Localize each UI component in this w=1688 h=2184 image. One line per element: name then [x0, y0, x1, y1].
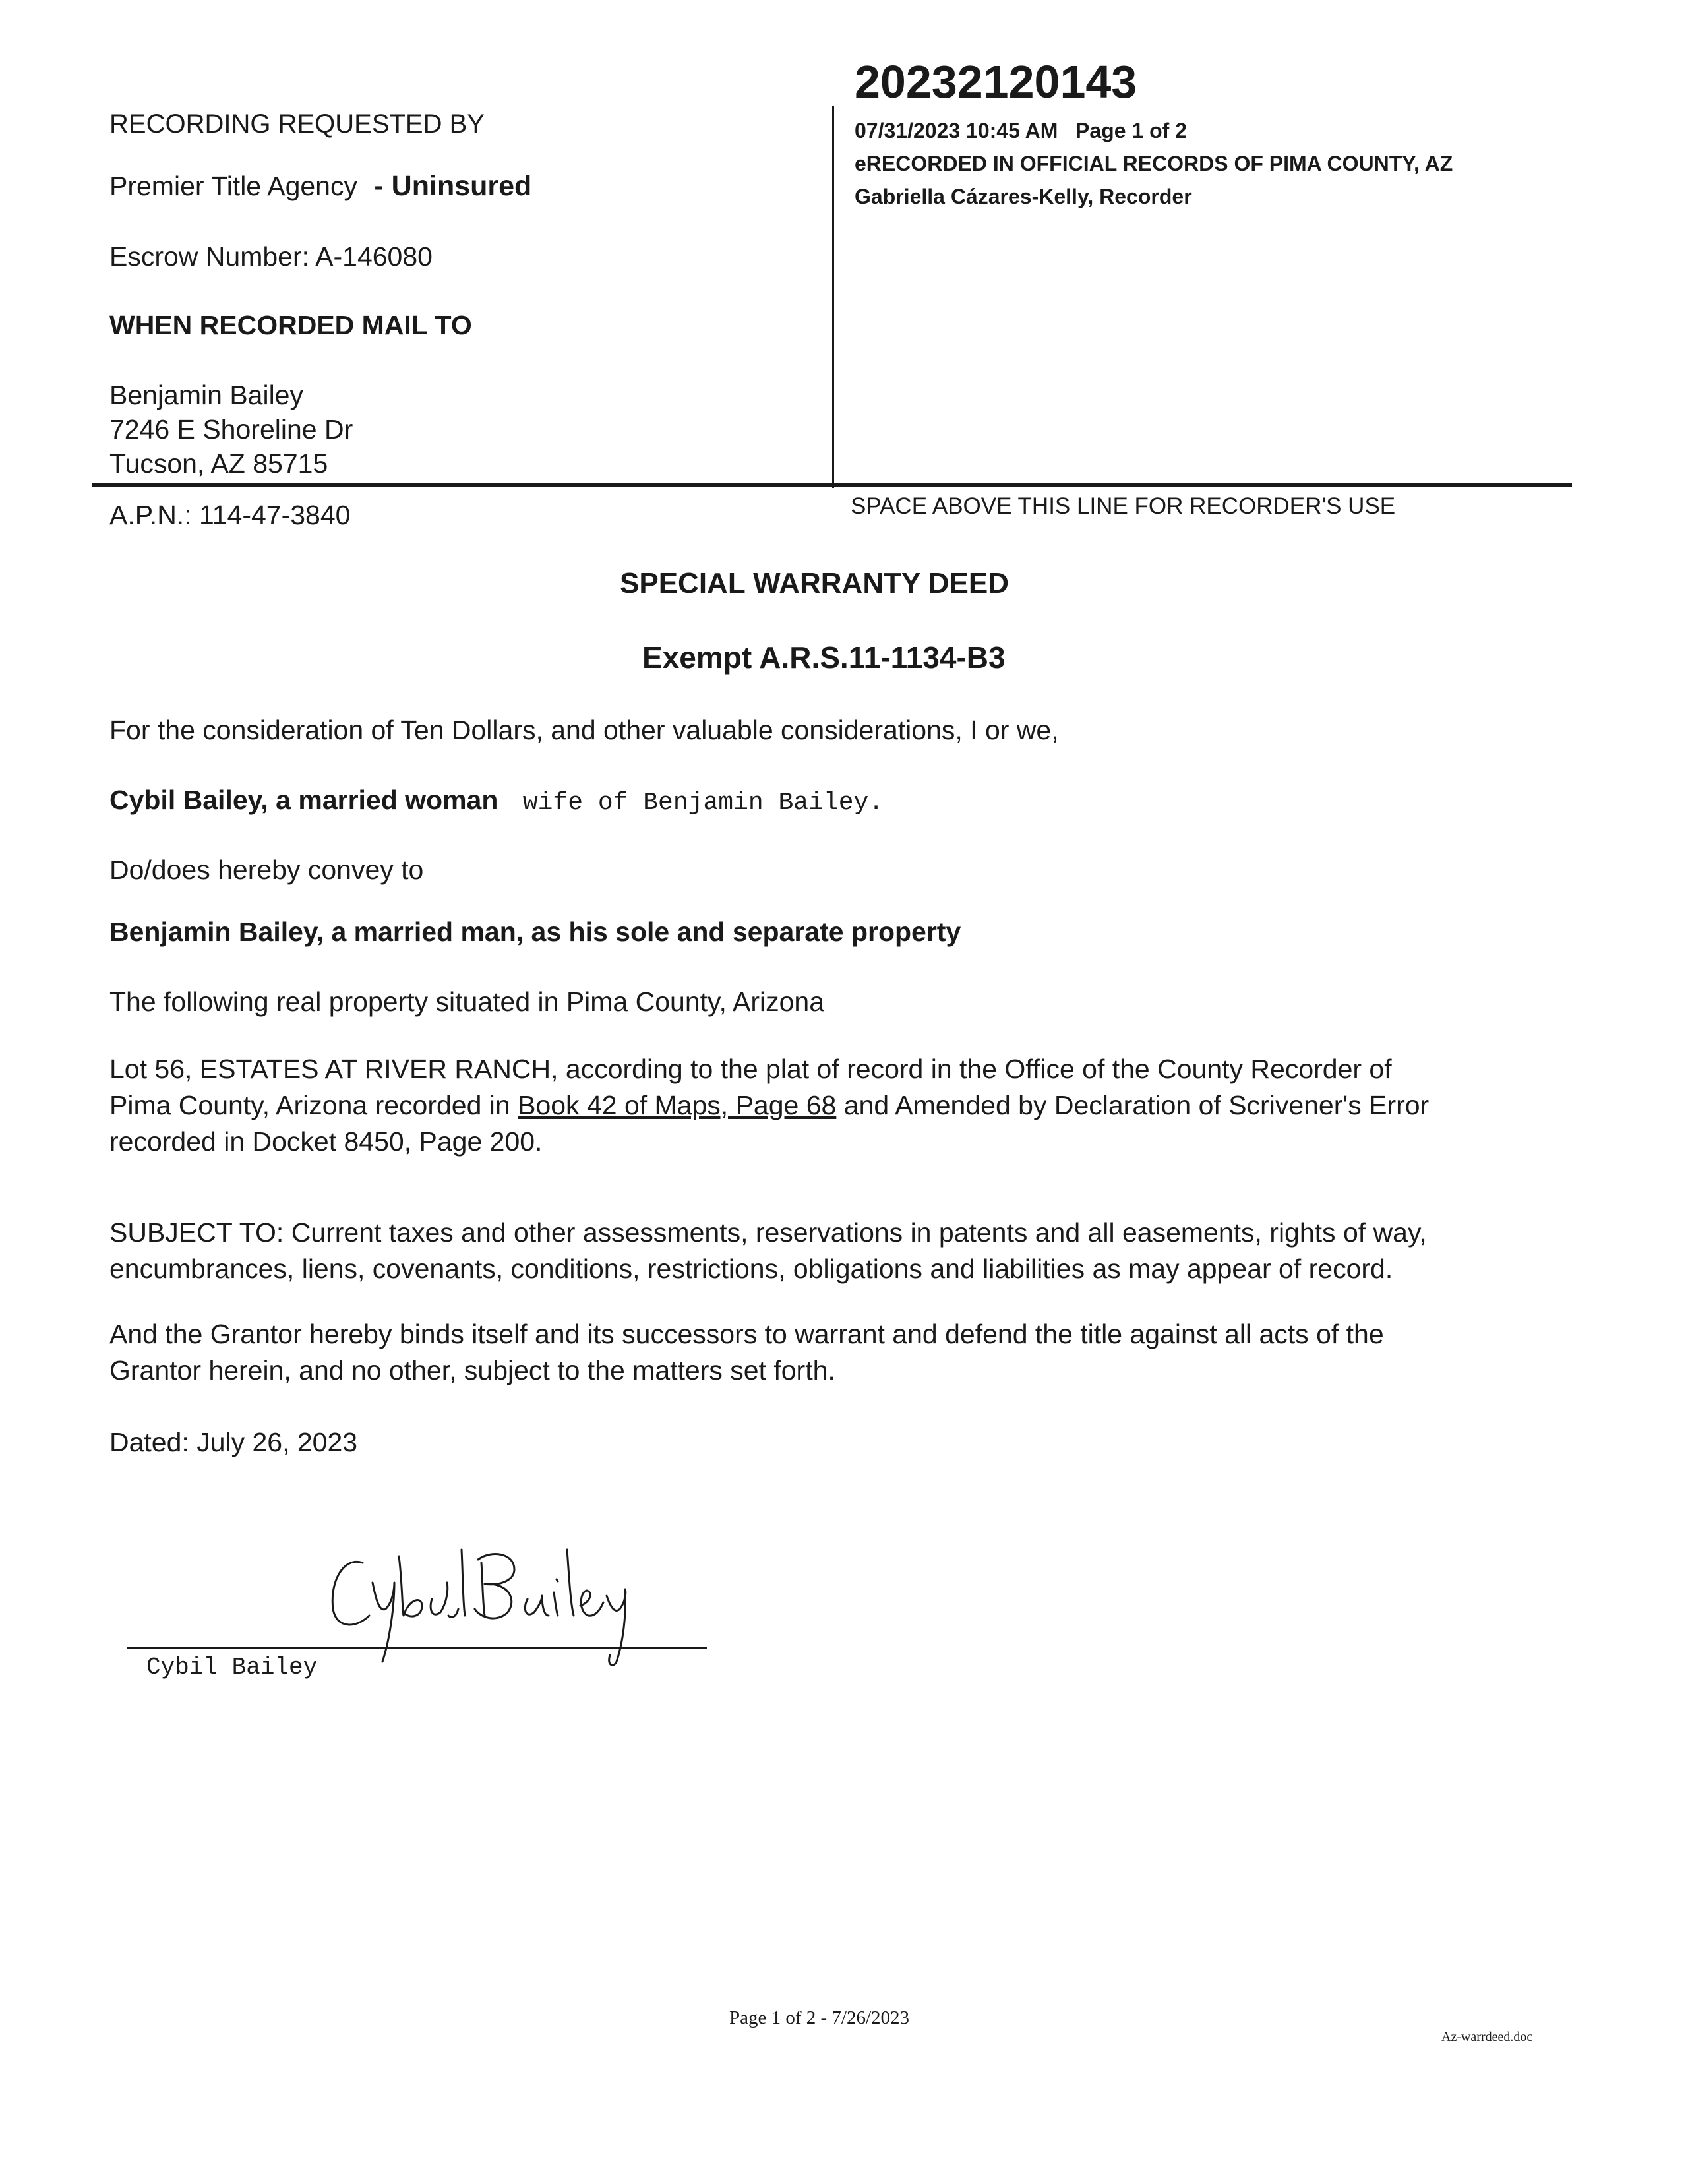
deed-title: SPECIAL WARRANTY DEED	[620, 567, 1010, 599]
consideration-clause: For the consideration of Ten Dollars, and other valuable considerations, I or we,	[109, 715, 1059, 745]
recording-page-info: Page 1 of 2	[1075, 119, 1187, 142]
document-filename: Az-warrdeed.doc	[1441, 2030, 1533, 2044]
legal-line-2-start: Pima County, Arizona recorded in	[109, 1090, 518, 1120]
page-footer-label: Page 1 of 2 - 7/26/2023	[729, 2007, 910, 2028]
grantor-line	[109, 782, 884, 821]
property-intro: The following real property situated in Pima County, Arizona	[109, 986, 825, 1017]
recorder-name: Gabriella Cázares-Kelly, Recorder	[855, 185, 1192, 208]
legal-description	[109, 1051, 1429, 1160]
recording-datetime	[855, 119, 1187, 143]
subject-line-2: encumbrances, liens, covenants, conditions, restrictions, obligations and liabilities as may appear of record.	[109, 1254, 1393, 1284]
uninsured-stamp: - Uninsured	[374, 170, 532, 202]
document-number: 20232120143	[855, 56, 1137, 107]
recording-requested-by: RECORDING REQUESTED BY	[109, 109, 485, 138]
grantor-typed-addition: wife of Benjamin Bailey.	[522, 789, 884, 817]
mail-to-street: 7246 E Shoreline Dr	[109, 414, 353, 444]
recorder-use-label: SPACE ABOVE THIS LINE FOR RECORDER'S USE	[851, 493, 1396, 519]
recorded-in-line: eRECORDED IN OFFICIAL RECORDS OF PIMA COUNTY, AZ	[855, 152, 1453, 175]
legal-line-2	[109, 1087, 1429, 1124]
signature-line	[127, 1647, 707, 1649]
warranty-line-2: Grantor herein, and no other, subject to the matters set forth.	[109, 1355, 835, 1385]
grantor-name: Cybil Bailey, a married woman	[109, 785, 498, 815]
subject-to-clause	[109, 1215, 1427, 1287]
legal-line-1: Lot 56, ESTATES AT RIVER RANCH, according to the plat of record in the Office of the County Recorder of	[109, 1054, 1392, 1084]
header-vertical-divider	[832, 106, 834, 488]
legal-line-3: recorded in Docket 8450, Page 200.	[109, 1126, 543, 1157]
warranty-clause	[109, 1316, 1384, 1389]
exempt-statute: Exempt A.R.S.11-1134-B3	[642, 640, 1006, 675]
warranty-line-1: And the Grantor hereby binds itself and its successors to warrant and defend the title against all acts of the	[109, 1319, 1384, 1349]
mail-to-name: Benjamin Bailey	[109, 380, 303, 410]
subject-line-1: SUBJECT TO: Current taxes and other assessments, reservations in patents and all easements, rights of way,	[109, 1217, 1427, 1248]
mail-to-city: Tucson, AZ 85715	[109, 448, 328, 479]
book-maps-reference: Book 42 of Maps, Page 68	[518, 1090, 837, 1120]
recorder-space-rule	[92, 483, 1572, 487]
when-recorded-mail-to: WHEN RECORDED MAIL TO	[109, 310, 472, 340]
convey-clause: Do/does hereby convey to	[109, 855, 424, 885]
legal-line-2-end: and Amended by Declaration of Scrivener's Error	[836, 1090, 1430, 1120]
signer-typed-name: Cybil Bailey	[146, 1654, 318, 1681]
agency-name: Premier Title Agency	[109, 171, 357, 201]
dated-line: Dated: July 26, 2023	[109, 1427, 358, 1457]
grantee-name: Benjamin Bailey, a married man, as his sole and separate property	[109, 917, 961, 947]
handwritten-signature	[316, 1536, 686, 1682]
title-agency	[109, 170, 531, 202]
escrow-number: Escrow Number: A-146080	[109, 241, 433, 272]
recording-date-time: 07/31/2023 10:45 AM	[855, 119, 1058, 142]
apn-number: A.P.N.: 114-47-3840	[109, 500, 351, 530]
